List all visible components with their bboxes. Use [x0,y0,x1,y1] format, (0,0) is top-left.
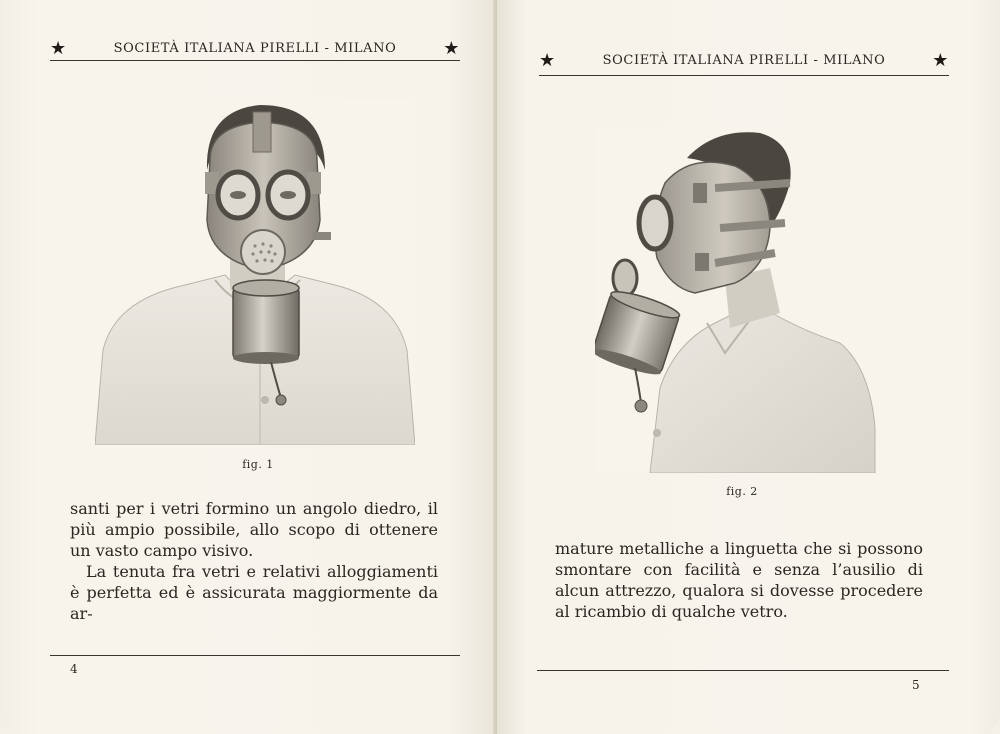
footer-rule [537,670,949,671]
figure-1-caption: fig. 1 [242,458,274,471]
header-rule [539,75,949,76]
page-number-right: 5 [912,678,920,692]
star-icon: ★ [443,38,460,59]
gas-mask-profile-illustration [595,128,877,473]
star-icon: ★ [50,38,67,59]
header-rule [50,60,460,61]
left-header-title: SOCIETÀ ITALIANA PIRELLI - MILANO [113,41,397,56]
left-page-header [50,38,460,59]
right-page-header [539,50,949,71]
left-paragraph-2: La tenuta fra vetri e relativi alloggiamenti è perfetta ed è assicurata maggiormente da ar- [70,562,438,623]
figure-2-photo [595,128,877,473]
star-icon: ★ [539,50,556,71]
figure-1-photo [95,100,415,445]
footer-rule [50,655,460,656]
left-page [0,0,497,734]
right-header-title: SOCIETÀ ITALIANA PIRELLI - MILANO [602,53,886,68]
page-number-left: 4 [70,662,78,676]
right-page [497,0,1000,734]
left-paragraph-1: santi per i vetri formino un angolo diedro, il più ampio possibile, allo scopo di ottenere un vasto campo visivo. [70,499,438,560]
left-body-text [70,498,438,624]
star-icon: ★ [932,50,949,71]
right-body-text [555,538,923,622]
gas-mask-front-illustration [95,100,415,445]
right-paragraph-1: mature metalliche a linguetta che si possono smontare con facilità e senza l’ausilio di alcun attrezzo, qualora si dovesse procedere al ricambio di qualche vetro. [555,539,923,621]
figure-2-caption: fig. 2 [726,485,758,498]
